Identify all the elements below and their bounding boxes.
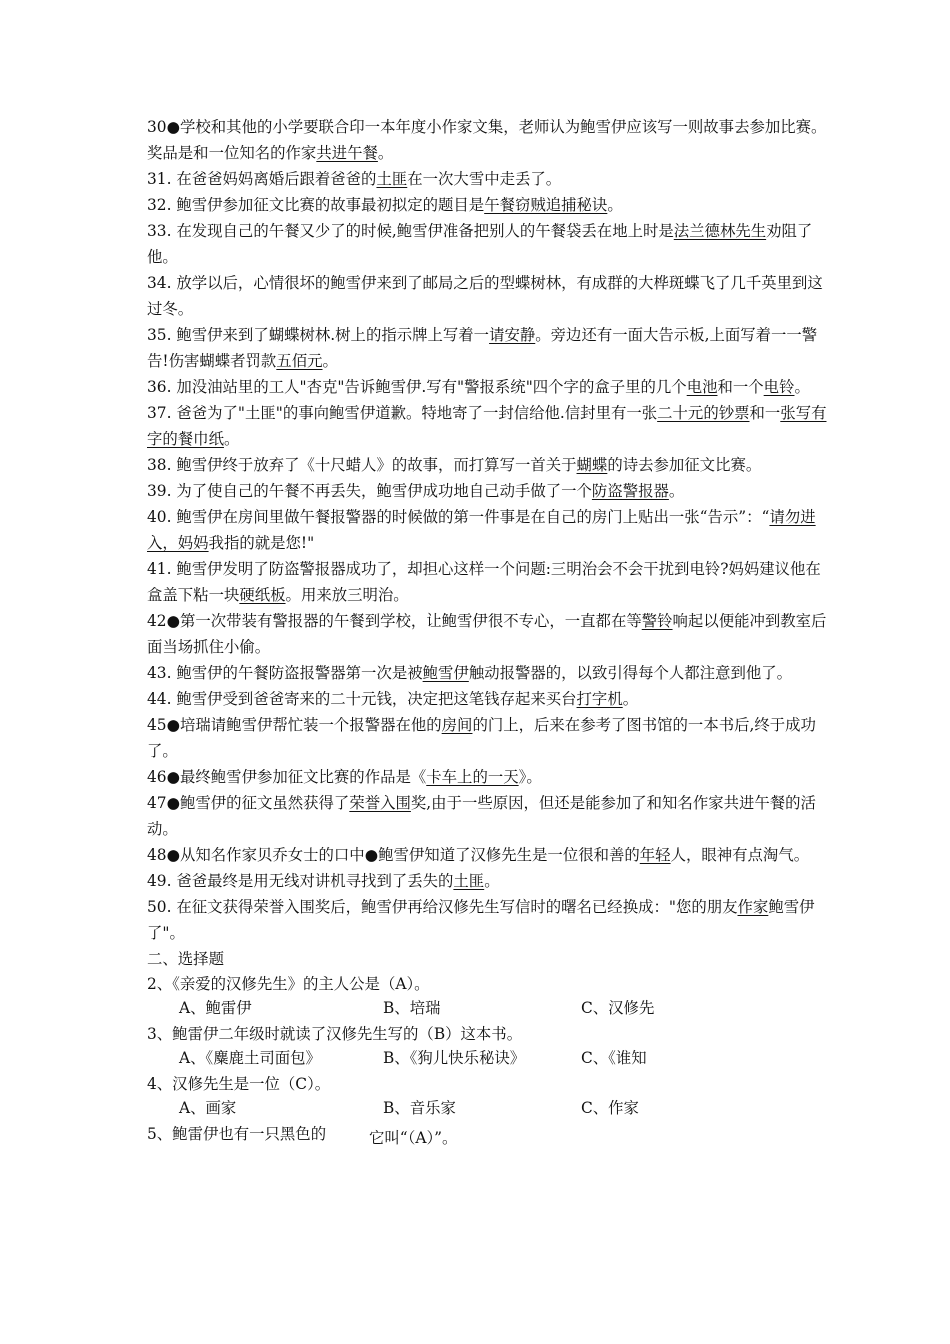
question-text: 39. 为了使自己的午餐不再丢失，鲍雪伊成功地自己动手做了一个	[147, 482, 592, 500]
answer-text: 鲍雪伊	[422, 664, 469, 682]
fill-in-question	[147, 452, 827, 478]
question-text: 30●学校和其他的小学要联合印一本年度小作家文集，老师认为鲍雪伊应该写一则故事去参加比赛。奖品是和一位知名的作家	[147, 118, 827, 162]
question-text: 。	[794, 378, 810, 396]
question-text: 41. 鲍雪伊发明了防盗警报器成功了，却担心这样一个问题:三明治会不会干扰到电铃?妈妈建议他在盒盖下粘一块	[147, 560, 821, 604]
option-b: B、音乐家	[383, 1099, 456, 1117]
question-text: 。用来放三明治。	[285, 586, 409, 604]
question-text: 40. 鲍雪伊在房间里做午餐报警器的时候做的第一件事是在自己的房门上贴出一张“告示”：“	[147, 508, 770, 526]
fill-in-question	[147, 556, 827, 608]
fill-in-question	[147, 192, 827, 218]
question-text: 和一	[749, 404, 781, 422]
answer-text: 电铃	[763, 378, 795, 396]
fill-in-question	[147, 478, 827, 504]
answer-text: 硬纸板	[239, 586, 286, 604]
question-text: 31. 在爸爸妈妈离婚后跟着爸爸的	[147, 170, 377, 188]
fill-in-question	[147, 270, 827, 322]
question-text: 。	[484, 872, 500, 890]
fill-in-question	[147, 894, 827, 946]
question-text: 44. 鲍雪伊受到爸爸寄来的二十元钱，决定把这笔钱存起来买台	[147, 690, 577, 708]
option-b: B、《狗儿快乐秘诀》	[383, 1049, 526, 1067]
question-text: 35. 鲍雪伊来到了蝴蝶树林.树上的指示牌上写着一	[147, 326, 490, 344]
question-text: 。	[322, 352, 338, 370]
option-c: C、汉修先	[581, 999, 655, 1017]
answer-text: 共进午餐	[316, 144, 378, 162]
fill-in-questions	[147, 114, 827, 946]
question-5-text: 5、鲍雷伊也有一只黑色的	[147, 1125, 327, 1143]
answer-text: 请勿进入，妈妈	[147, 508, 816, 552]
question-text: 触动报警器的，以致引得每个人都注意到他了。	[468, 664, 793, 682]
question-text: 劝阻了他。	[147, 222, 813, 266]
question-text: 。	[377, 144, 394, 162]
option-a: A、画家	[179, 1099, 237, 1117]
fill-in-question	[147, 686, 827, 712]
answer-text: 荣誉入围	[349, 794, 411, 812]
question-text: 。	[607, 196, 623, 214]
answer-text: 年轻	[639, 846, 671, 864]
option-c: C、《谁知	[581, 1049, 647, 1067]
question-text: 。	[223, 430, 240, 448]
question-text: 36. 加没油站里的工人"杏克"告诉鲍雪伊.写有"警报系统"四个字的盒子里的几个	[147, 378, 687, 396]
question-text: 48●从知名作家贝乔女士的口中●鲍雪伊知道了汉修先生是一位很和善的	[147, 846, 640, 864]
question-text: 38. 鲍雪伊终于放弃了《十尺蜡人》的故事，而打算写一首关于	[147, 456, 577, 474]
question-5-tail: 它叫“（A）”。	[369, 1129, 458, 1147]
fill-in-question	[147, 374, 827, 400]
fill-in-question	[147, 166, 827, 192]
question-text: 。	[622, 690, 639, 708]
fill-in-question	[147, 322, 827, 374]
question-text: 32. 鲍雪伊参加征文比赛的故事最初拟定的题目是	[147, 196, 485, 214]
question-text: 我指的就是您!"	[208, 534, 315, 552]
question-text: 。	[668, 482, 685, 500]
question-text: 47●鲍雪伊的征文虽然获得了	[147, 794, 350, 812]
answer-text: 警铃	[641, 612, 673, 630]
answer-text: 作家	[737, 898, 769, 916]
option-c: C、作家	[581, 1099, 639, 1117]
question-text: 49. 爸爸最终是用无线对讲机寻找到了丢失的	[147, 872, 454, 890]
question-text: 人，眼神有点淘气。	[670, 846, 810, 864]
answer-text: 午餐窃贼追捕秘诀	[484, 196, 608, 214]
question-text: 在一次大雪中走丢了。	[407, 170, 562, 188]
answer-text: 防盗警报器	[591, 482, 669, 500]
answer-text: 五佰元	[276, 352, 323, 370]
answer-text: 请安静	[489, 326, 536, 344]
answer-text: 卡车上的一天	[426, 768, 519, 786]
question-2-options	[147, 996, 827, 1020]
question-text: 的门上，后来在参考了图书馆的一本书后,终于成功了。	[147, 716, 816, 760]
option-a: A、鲍雷伊	[179, 999, 252, 1017]
question-text: 33. 在发现自己的午餐又少了的时候,鲍雪伊准备把别人的午餐袋丢在地上时是	[147, 222, 674, 240]
question-4-options	[147, 1096, 827, 1120]
question-text: 奖,由于一些原因，但还是能参加了和知名作家共进午餐的活动。	[147, 794, 816, 838]
question-text: 37. 爸爸为了"土匪"的事向鲍雪伊道歉。特地寄了一封信给他.信封里有一张	[147, 404, 658, 422]
question-text: 46●最终鲍雪伊参加征文比赛的作品是《	[147, 768, 427, 786]
option-a: A、《麋鹿土司面包》	[179, 1049, 321, 1067]
question-4: 4、汉修先生是一位（C）。	[147, 1075, 331, 1093]
fill-in-question	[147, 660, 827, 686]
answer-text: 法兰德林先生	[673, 222, 767, 240]
fill-in-question	[147, 712, 827, 764]
question-2: 2、《亲爱的汉修先生》的主人公是（A）。	[147, 975, 430, 993]
answer-text: 土匪	[376, 170, 408, 188]
fill-in-question	[147, 608, 827, 660]
answer-text: 张写有字的餐巾纸	[147, 404, 827, 448]
fill-in-question	[147, 114, 827, 166]
answer-text: 电池	[686, 378, 718, 396]
question-text: 》。	[518, 768, 542, 786]
question-3: 3、鲍雷伊二年级时就读了汉修先生写的（B）这本书。	[147, 1025, 523, 1043]
fill-in-question	[147, 218, 827, 270]
fill-in-question	[147, 764, 827, 790]
question-text: 42●第一次带装有警报器的午餐到学校，让鲍雪伊很不专心，一直都在等	[147, 612, 642, 630]
answer-text: 房间	[441, 716, 473, 734]
question-text: 45●培瑞请鲍雪伊帮忙装一个报警器在他的	[147, 716, 442, 734]
answer-text: 打字机	[576, 690, 623, 708]
question-3-options	[147, 1046, 827, 1070]
question-text: 。旁边还有一面大告示板,上面写着一一警告!伤害蝴蝶者罚款	[147, 326, 818, 370]
question-text: 50. 在征文获得荣誉入围奖后，鲍雪伊再给汉修先生写信时的曙名已经换成："您的朋友	[147, 898, 738, 916]
question-text: 43. 鲍雪伊的午餐防盗报警器第一次是被	[147, 664, 423, 682]
section-heading: 二、选择题	[147, 950, 224, 968]
question-text: 34. 放学以后，心情很坏的鲍雪伊来到了邮局之后的型蝶树林，有成群的大桦斑蝶飞了几千英里到这过冬。	[147, 274, 823, 318]
option-b: B、培瑞	[383, 999, 441, 1017]
fill-in-question	[147, 400, 827, 452]
answer-text: 蝴蝶	[576, 456, 608, 474]
answer-text: 土匪	[453, 872, 485, 890]
answer-text: 二十元的钞票	[657, 404, 750, 422]
question-text: 鲍雪伊了"。	[147, 898, 815, 942]
question-text: 和一个	[717, 378, 764, 396]
fill-in-question	[147, 868, 827, 894]
fill-in-question	[147, 790, 827, 842]
question-text: 响起以便能冲到教室后面当场抓住小偷。	[147, 612, 827, 656]
question-5	[147, 1122, 827, 1146]
question-text: 的诗去参加征文比赛。	[607, 456, 762, 474]
fill-in-question	[147, 504, 827, 556]
fill-in-question	[147, 842, 827, 868]
document-content	[147, 114, 827, 1146]
